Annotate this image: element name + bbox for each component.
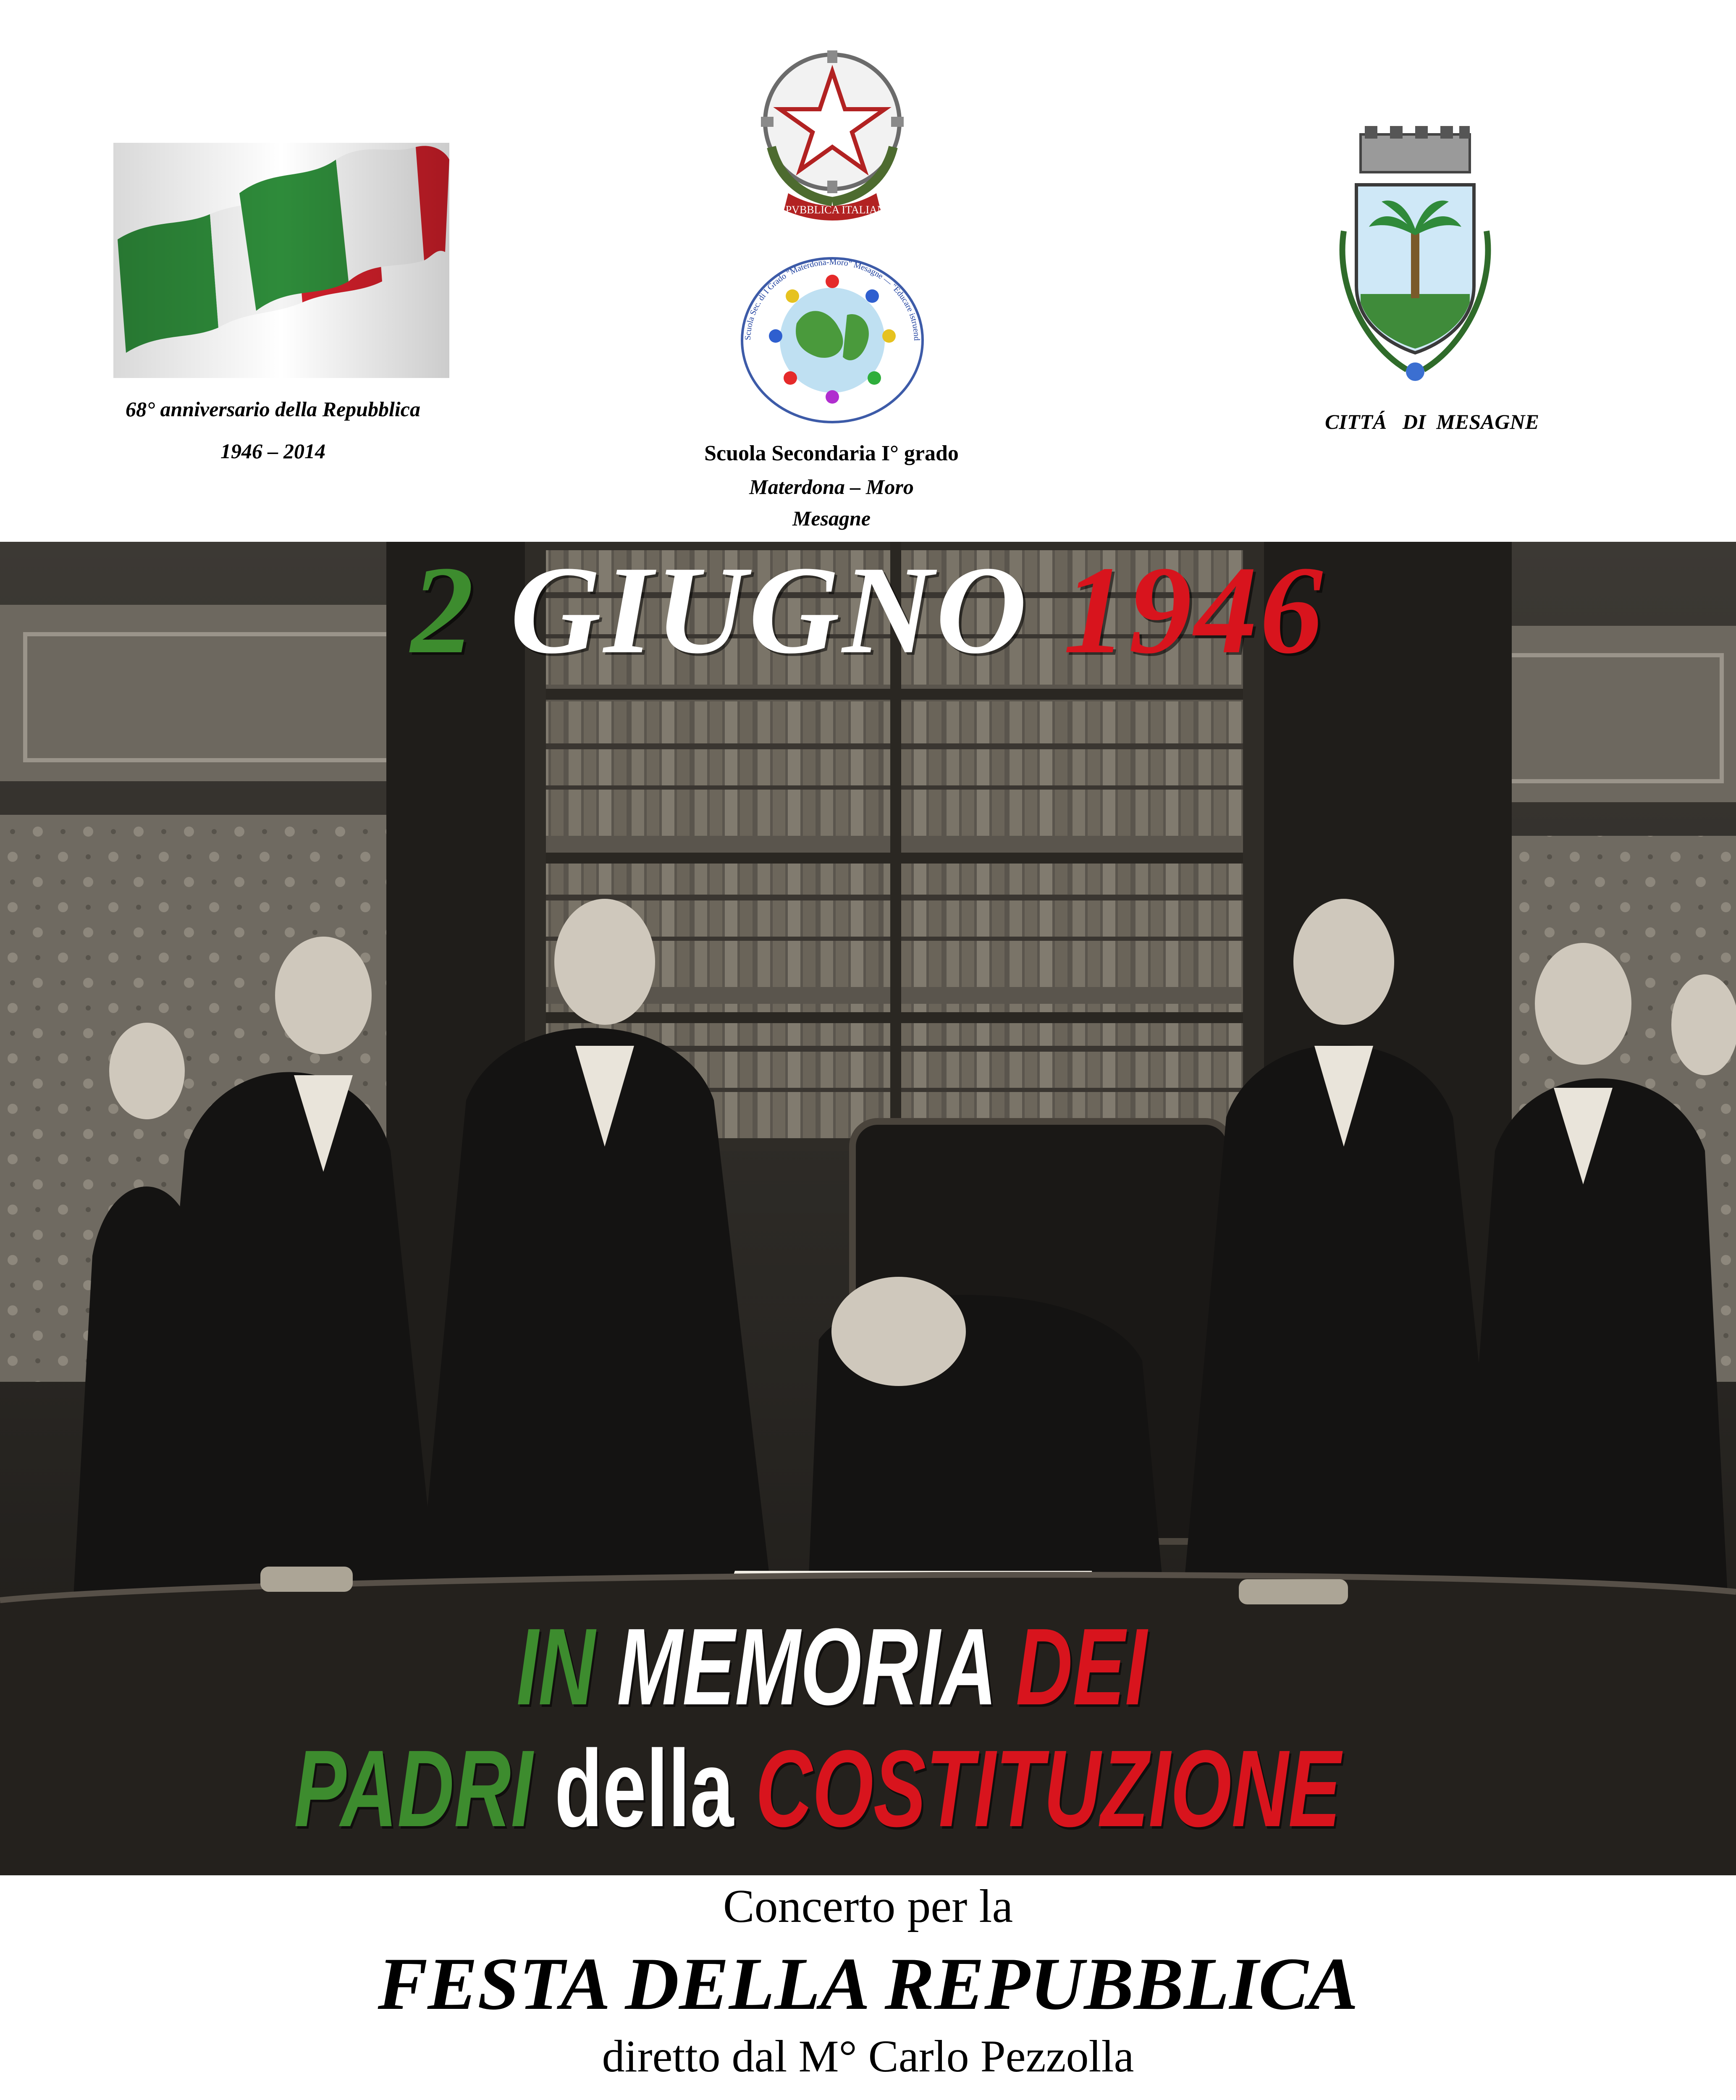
event-name: FESTA DELLA REPUBBLICA <box>378 1942 1358 2025</box>
memory-line-2 <box>294 1726 1341 1852</box>
conductor: diretto dal M° Carlo Pezzolla <box>602 2032 1134 2082</box>
title-month: GIUGNO <box>510 542 1029 680</box>
title-number: 2 <box>411 542 476 680</box>
mesagne-coat-of-arms <box>1310 126 1520 386</box>
memory-word-costituzione: COSTITUZIONE <box>755 1728 1341 1850</box>
city-label: CITTÁ DI MESAGNE <box>1325 410 1539 433</box>
historic-photo <box>0 542 1736 1875</box>
anniversary-years: 1946 – 2014 <box>220 439 325 463</box>
republic-emblem <box>742 42 923 223</box>
banner-title <box>0 542 1736 682</box>
anniversary-line-1: 68° anniversario della Repubblica <box>126 397 420 421</box>
memory-word-in: IN <box>517 1606 595 1728</box>
concert-intro: Concerto per la <box>723 1880 1013 1932</box>
title-year: 1946 <box>1063 542 1325 680</box>
school-line-1: Scuola Secondaria I° grado <box>704 441 959 465</box>
school-logo <box>734 252 931 428</box>
school-line-2: Materdona – Moro <box>749 475 914 499</box>
italian-flag-logo <box>113 143 449 378</box>
memory-word-padri: PADRI <box>294 1728 533 1850</box>
emblem-ribbon-text: REPVBBLICA ITALIANA <box>771 204 893 216</box>
memory-word-memoria: MEMORIA <box>617 1606 994 1728</box>
school-ring-text: Scuola Sec. di I Grado "Materdona-Moro" Mesagne — "Educare istruend <box>743 257 922 341</box>
memory-word-della: della <box>554 1728 734 1850</box>
memory-word-dei: DEI <box>1016 1606 1147 1728</box>
school-line-3: Mesagne <box>792 507 871 530</box>
memory-line-1 <box>517 1604 1147 1730</box>
